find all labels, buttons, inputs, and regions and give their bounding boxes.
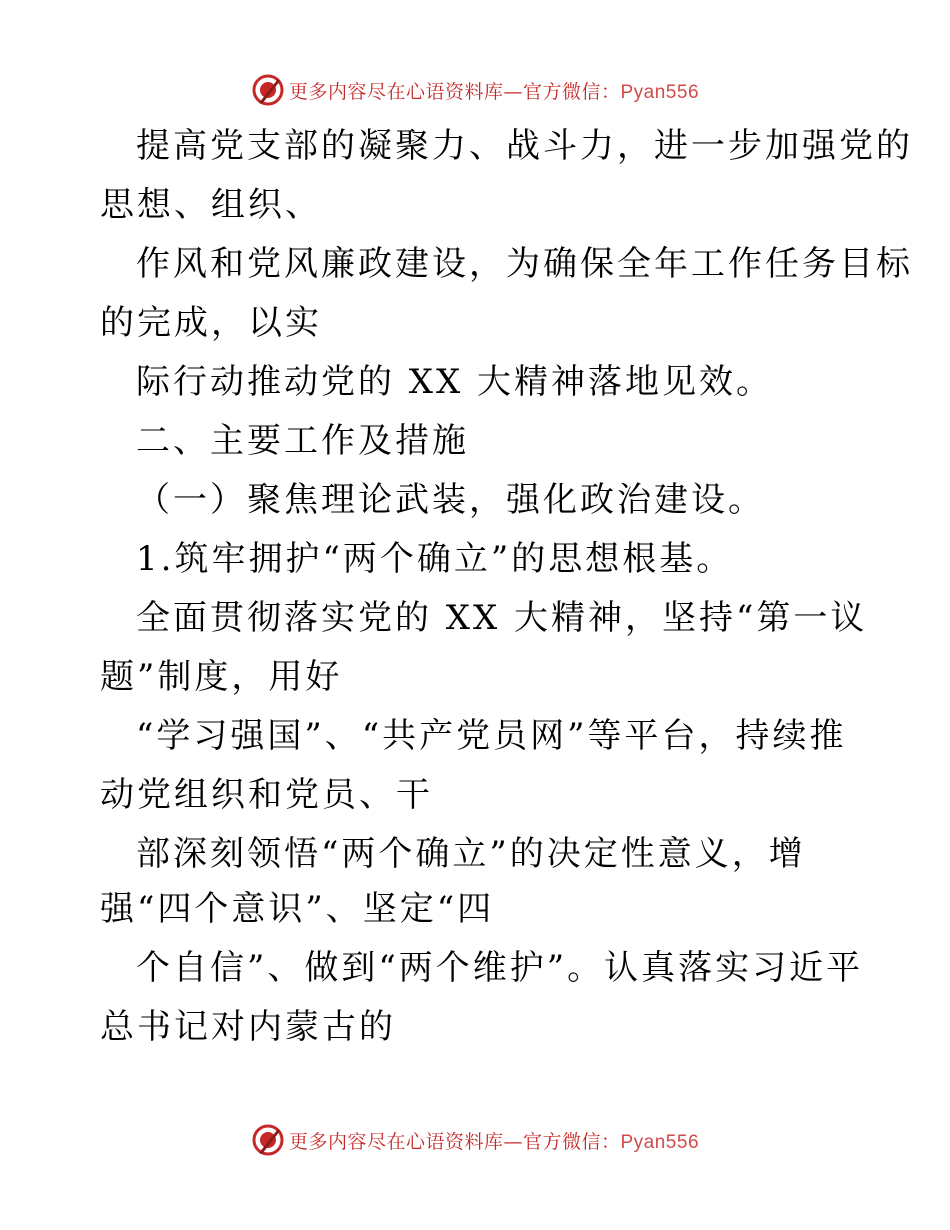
quill-circle-logo-icon <box>251 73 285 107</box>
text-line: 总书记对内蒙古的 <box>100 1007 396 1047</box>
section-heading: 二、主要工作及措施 <box>136 421 469 461</box>
text-line: 提高党支部的凝聚力、战斗力，进一步加强党的 <box>136 126 913 166</box>
text-line: 动党组织和党员、干 <box>100 775 433 815</box>
item-heading: 1.筑牢拥护“两个确立”的思想根基。 <box>136 539 734 579</box>
text-line: 作风和党风廉政建设，为确保全年工作任务目标 <box>136 244 913 284</box>
text-line: 强“四个意识”、坚定“四 <box>100 889 495 929</box>
text-line: 部深刻领悟“两个确立”的决定性意义，增 <box>136 834 806 874</box>
text-line: “学习强国”、“共产党员网”等平台，持续推 <box>136 716 847 756</box>
footer-watermark <box>0 1120 950 1160</box>
subsection-heading: （一）聚焦理论武装，强化政治建设。 <box>136 480 765 520</box>
header-watermark <box>0 70 950 110</box>
text-line: 际行动推动党的 XX 大精神落地见效。 <box>136 362 774 402</box>
watermark-text: 更多内容尽在心语资料库—官方微信：Pyan556 <box>288 80 700 103</box>
text-line: 全面贯彻落实党的 XX 大精神，坚持“第一议 <box>136 598 868 638</box>
text-line: 题”制度，用好 <box>100 657 343 697</box>
text-line: 个自信”、做到“两个维护”。认真落实习近平 <box>136 948 864 988</box>
text-line: 思想、组织、 <box>100 185 322 225</box>
text-line: 的完成，以实 <box>100 303 322 343</box>
watermark-text: 更多内容尽在心语资料库—官方微信：Pyan556 <box>288 1130 700 1153</box>
quill-circle-logo-icon <box>251 1123 285 1157</box>
